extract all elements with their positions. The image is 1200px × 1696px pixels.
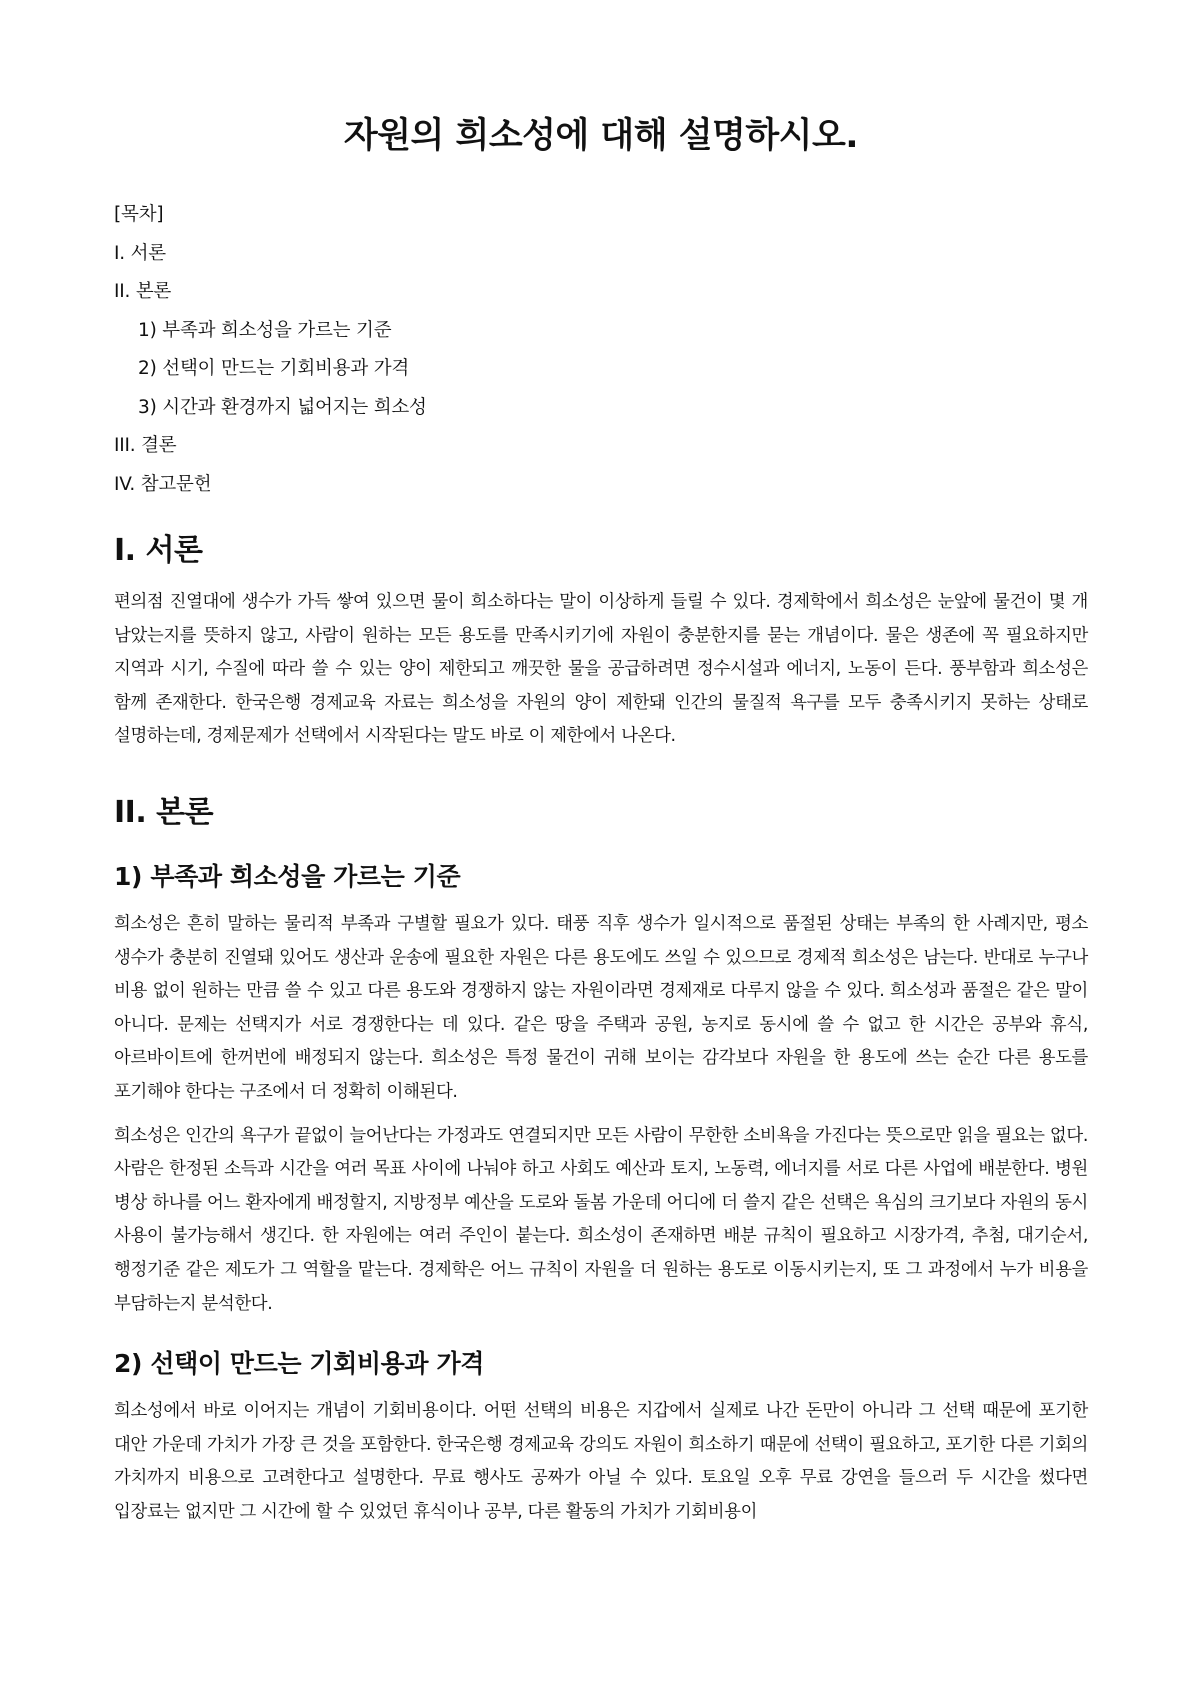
section-heading-body: II. 본론: [114, 794, 214, 830]
body-paragraph: 희소성은 인간의 욕구가 끝없이 늘어난다는 가정과도 연결되지만 모든 사람이 무한한 소비욕을 가진다는 뜻으로만 읽을 필요는 없다. 사람은 한정된 소득과 시간을 여러 목표 사이에 나눠야 하고 사회도 예산과 토지, 노동력, 에너지를 서로 다른 사업에 배분한다. 병원 병상 하나를 어느 환자에게 배정할지, 지방정부 예산을 도로와 돌봄 가운데 어디에 더 쓸지 같은 선택은 욕심의 크기보다 자원의 동시 사용이 불가능해서 생긴다. 한 자원에는 여러 주인이 붙는다. 희소성이 존재하면 배분 규칙이 필요하고 시장가격, 추첨, 대기순서, 행정기준 같은 제도가 그 역할을 맡는다. 경제학은 어느 규칙이 자원을 더 원하는 용도로 이동시키는지, 또 그 과정에서 누가 비용을 부담하는지 분석한다.: [114, 1125, 1088, 1314]
toc-item-body-1: 1) 부족과 희소성을 가르는 기준: [138, 319, 392, 341]
table-of-contents: [114, 196, 1088, 504]
toc-item-body-3: 3) 시간과 환경까지 넓어지는 희소성: [138, 396, 427, 418]
toc-item-body-2: 2) 선택이 만드는 기회비용과 가격: [138, 358, 410, 379]
toc-item-references: IV. 참고문헌: [114, 473, 212, 495]
toc-heading: [목차]: [114, 204, 164, 225]
toc-item-conclusion: III. 결론: [114, 435, 177, 456]
body-paragraph: 희소성은 흔히 말하는 물리적 부족과 구별할 필요가 있다. 태풍 직후 생수가 일시적으로 품절된 상태는 부족의 한 사례지만, 평소 생수가 충분히 진열돼 있어도 생산과 운송에 필요한 자원은 다른 용도에도 쓰일 수 있으므로 경제적 희소성은 남는다. 반대로 누구나 비용 없이 원하는 만큼 쓸 수 있고 다른 용도와 경쟁하지 않는 자원이라면 경제재로 다루지 않을 수 있다. 희소성과 품절은 같은 말이 아니다. 문제는 선택지가 서로 경쟁한다는 데 있다. 같은 땅을 주택과 공원, 농지로 동시에 쓸 수 없고 한 시간은 공부와 휴식, 아르바이트에 한꺼번에 배정되지 않는다. 희소성은 특정 물건이 귀해 보이는 감각보다 자원을 한 용도에 쓰는 순간 다른 용도를 포기해야 한다는 구조에서 더 정확히 이해된다.: [114, 913, 1088, 1102]
subsection-heading-1: 1) 부족과 희소성을 가르는 기준: [114, 861, 461, 891]
subsection-heading-2: 2) 선택이 만드는 기회비용과 가격: [114, 1349, 484, 1379]
section-heading-intro: I. 서론: [114, 533, 203, 568]
body-paragraph: 희소성에서 바로 이어지는 개념이 기회비용이다. 어떤 선택의 비용은 지갑에서 실제로 나간 돈만이 아니라 그 선택 때문에 포기한 대안 가운데 가치가 가장 큰 것을 포함한다. 한국은행 경제교육 강의도 자원이 희소하기 때문에 선택이 필요하고, 포기한 다른 기회의 가치까지 비용으로 고려한다고 설명한다. 무료 행사도 공짜가 아닐 수 있다. 토요일 오후 무료 강연을 들으러 두 시간을 썼다면 입장료는 없지만 그 시간에 할 수 있었던 휴식이나 공부, 다른 활동의 가치가 기회비용이: [114, 1401, 1088, 1522]
intro-paragraph: 편의점 진열대에 생수가 가득 쌓여 있으면 물이 희소하다는 말이 이상하게 들릴 수 있다. 경제학에서 희소성은 눈앞에 물건이 몇 개 남았는지를 뜻하지 않고, 사람이 원하는 모든 용도를 만족시키기에 자원이 충분한지를 묻는 개념이다. 물은 생존에 꼭 필요하지만 지역과 시기, 수질에 따라 쓸 수 있는 양이 제한되고 깨끗한 물을 공급하려면 정수시설과 에너지, 노동이 든다. 풍부함과 희소성은 함께 존재한다. 한국은행 경제교육 자료는 희소성을 자원의 양이 제한돼 인간의 물질적 욕구를 모두 충족시키지 못하는 상태로 설명하는데, 경제문제가 선택에서 시작된다는 말도 바로 이 제한에서 나온다.: [114, 592, 1088, 747]
toc-item-body: II. 본론: [114, 281, 172, 302]
document-title: 자원의 희소성에 대해 설명하시오.: [343, 116, 859, 156]
toc-item-intro: I. 서론: [114, 242, 166, 264]
